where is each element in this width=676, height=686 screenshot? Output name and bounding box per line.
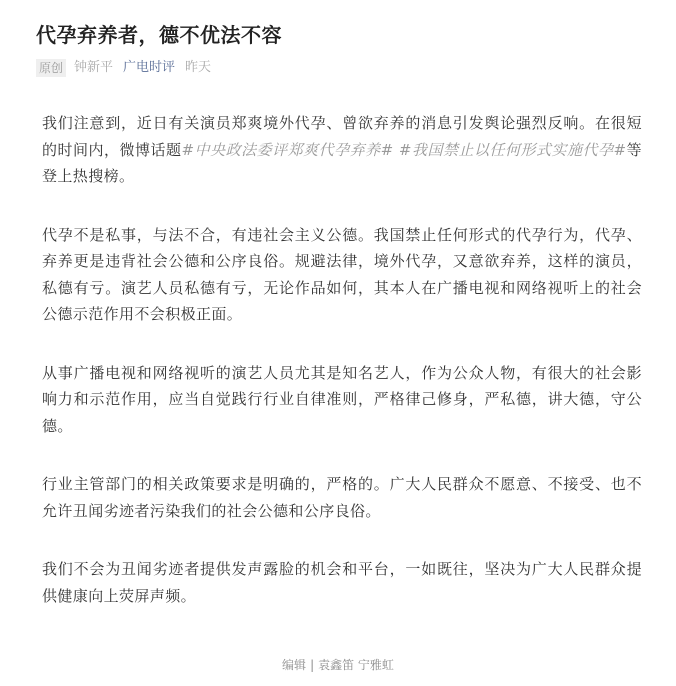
article-title: 代孕弃养者，德不优法不容 — [36, 23, 282, 47]
editor-credit — [0, 656, 676, 674]
paragraph-5: 我们不会为丑闻劣迹者提供发声露脸的机会和平台，一如既往，坚决为广大人民群众提供健康向上荧屏声频。 — [42, 560, 642, 605]
editor-label: 编辑 — [282, 658, 307, 672]
author-name: 钟新平 — [74, 60, 114, 75]
paragraph-2: 代孕不是私事，与法不合，有违社会主义公德。我国禁止任何形式的代孕行为，代孕、弃养更是违背社会公德和公序良俗。规避法律，境外代孕，又意欲弃养，这样的演员，私德有亏。演艺人员私德有亏，无论作品如何，其本人在广播电视和网络视听上的社会公德示范作用不会积极正面。 — [42, 225, 642, 323]
paragraph-1 — [42, 110, 642, 190]
topic-tag-link[interactable]: #中央政法委评郑爽代孕弃养# — [181, 140, 394, 159]
article-meta — [36, 58, 211, 78]
topic-tag-link[interactable]: #我国禁止以任何形式实施代孕# — [398, 140, 627, 159]
editor-names: 袁鑫笛 宁雅虹 — [318, 658, 394, 672]
paragraph-1-text-after: 等登上热搜榜。 — [42, 140, 643, 185]
paragraph-1-text-before: 我们注意到，近日有关演员郑爽境外代孕、曾欲弃养的消息引发舆论强烈反响。在很短的时间内，微博话题 — [42, 114, 642, 159]
original-badge: 原创 — [36, 59, 66, 77]
paragraph-3: 从事广播电视和网络视听的演艺人员尤其是知名艺人，作为公众人物，有很大的社会影响力和示范作用，应当自觉践行行业自律准则，严格律己修身，严私德，讲大德，守公德。 — [42, 363, 642, 435]
paragraph-4: 行业主管部门的相关政策要求是明确的，严格的。广大人民群众不愿意、不接受、也不允许丑闻劣迹者污染我们的社会公德和公序良俗。 — [42, 475, 642, 520]
account-link[interactable]: 广电时评 — [123, 60, 176, 75]
article-body — [42, 110, 642, 641]
editor-separator: | — [310, 658, 315, 672]
publish-date: 昨天 — [185, 60, 212, 75]
